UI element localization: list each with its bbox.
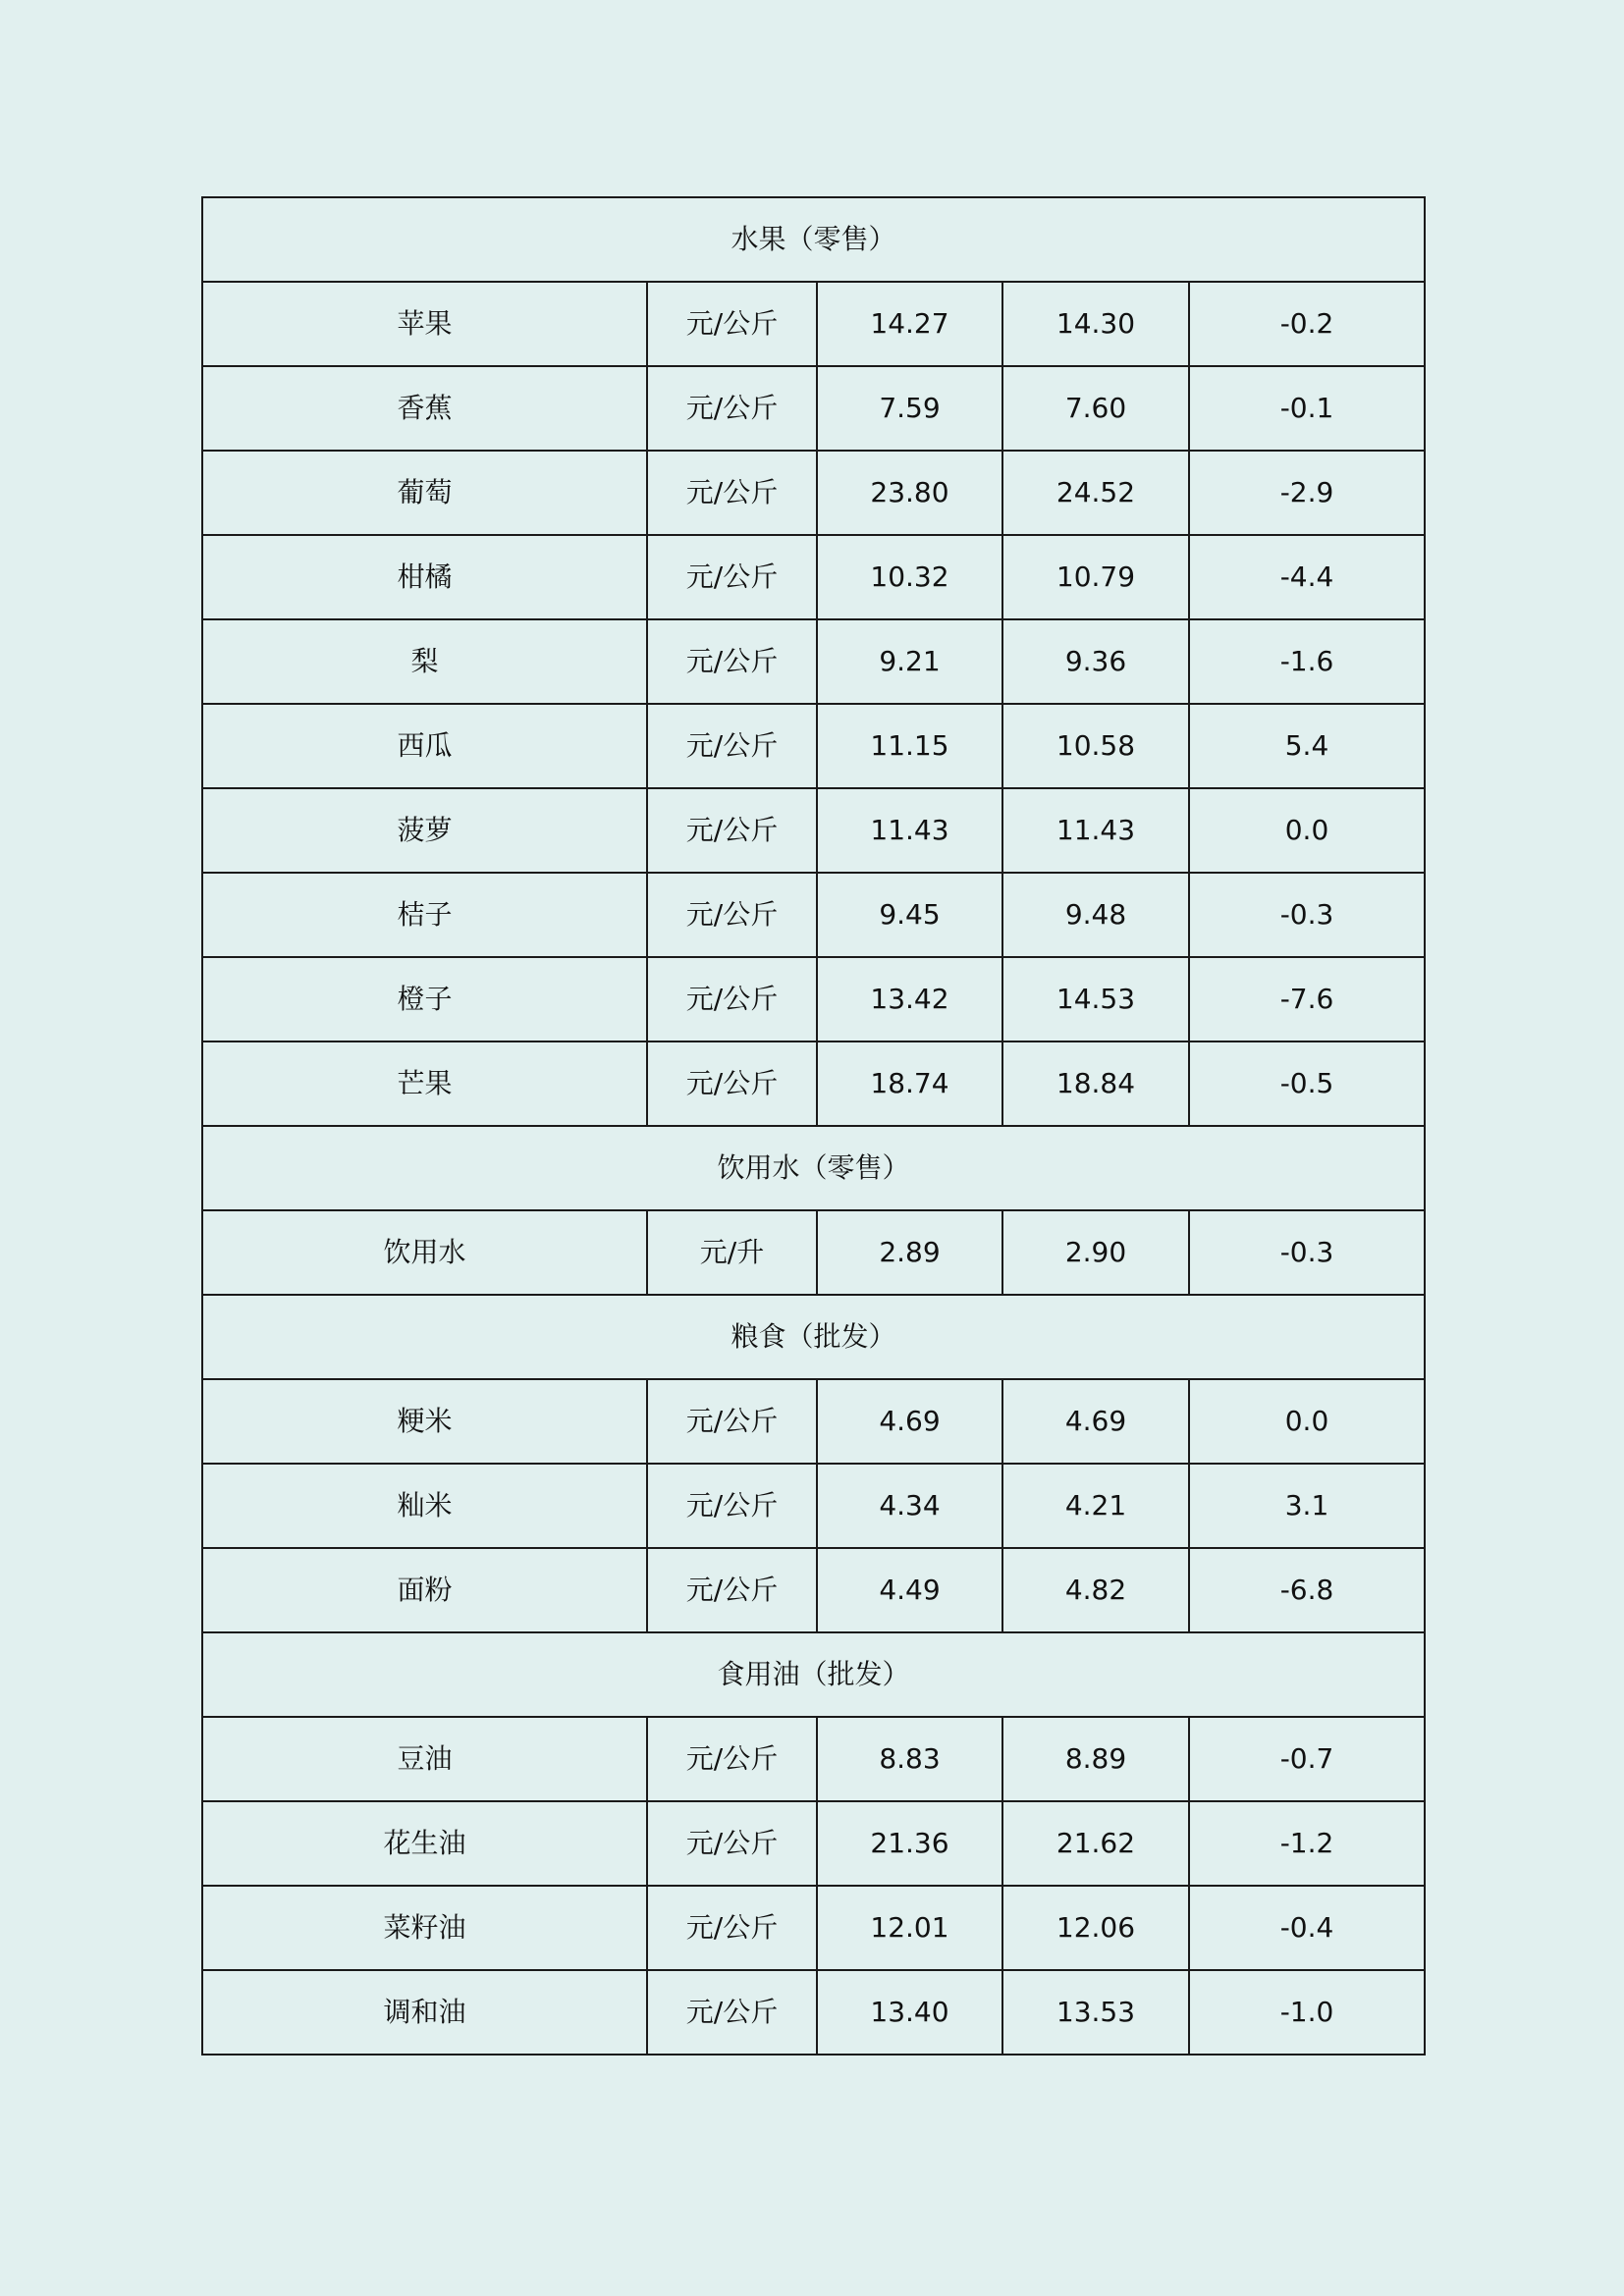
unit-cell: 元/公斤 — [647, 1464, 817, 1548]
unit-cell: 元/公斤 — [647, 873, 817, 957]
current-price-cell: 21.36 — [817, 1801, 1002, 1886]
unit-cell: 元/公斤 — [647, 535, 817, 619]
table-row — [202, 535, 1425, 619]
section-header-row — [202, 1295, 1425, 1379]
unit-cell: 元/公斤 — [647, 282, 817, 366]
change-percent-cell: -0.3 — [1189, 1210, 1425, 1295]
table-row — [202, 704, 1425, 788]
table-row — [202, 619, 1425, 704]
item-name-cell: 桔子 — [202, 873, 647, 957]
table-row — [202, 1379, 1425, 1464]
change-percent-cell: 5.4 — [1189, 704, 1425, 788]
previous-price-cell: 13.53 — [1002, 1970, 1189, 2055]
table-row — [202, 451, 1425, 535]
unit-cell: 元/公斤 — [647, 704, 817, 788]
item-name-cell: 葡萄 — [202, 451, 647, 535]
current-price-cell: 12.01 — [817, 1886, 1002, 1970]
current-price-cell: 13.40 — [817, 1970, 1002, 2055]
unit-cell: 元/公斤 — [647, 1041, 817, 1126]
previous-price-cell: 4.21 — [1002, 1464, 1189, 1548]
change-percent-cell: -7.6 — [1189, 957, 1425, 1041]
previous-price-cell: 24.52 — [1002, 451, 1189, 535]
change-percent-cell: -0.7 — [1189, 1717, 1425, 1801]
item-name-cell: 菠萝 — [202, 788, 647, 873]
item-name-cell: 饮用水 — [202, 1210, 647, 1295]
change-percent-cell: -0.3 — [1189, 873, 1425, 957]
unit-cell: 元/升 — [647, 1210, 817, 1295]
current-price-cell: 2.89 — [817, 1210, 1002, 1295]
previous-price-cell: 10.79 — [1002, 535, 1189, 619]
item-name-cell: 西瓜 — [202, 704, 647, 788]
item-name-cell: 豆油 — [202, 1717, 647, 1801]
previous-price-cell: 12.06 — [1002, 1886, 1189, 1970]
previous-price-cell: 9.48 — [1002, 873, 1189, 957]
current-price-cell: 4.69 — [817, 1379, 1002, 1464]
change-percent-cell: -1.0 — [1189, 1970, 1425, 2055]
current-price-cell: 7.59 — [817, 366, 1002, 451]
current-price-cell: 14.27 — [817, 282, 1002, 366]
item-name-cell: 芒果 — [202, 1041, 647, 1126]
change-percent-cell: -0.4 — [1189, 1886, 1425, 1970]
previous-price-cell: 4.82 — [1002, 1548, 1189, 1632]
item-name-cell: 菜籽油 — [202, 1886, 647, 1970]
table-row — [202, 1886, 1425, 1970]
table-row — [202, 873, 1425, 957]
previous-price-cell: 18.84 — [1002, 1041, 1189, 1126]
current-price-cell: 11.43 — [817, 788, 1002, 873]
unit-cell: 元/公斤 — [647, 1970, 817, 2055]
unit-cell: 元/公斤 — [647, 1886, 817, 1970]
current-price-cell: 8.83 — [817, 1717, 1002, 1801]
change-percent-cell: -0.2 — [1189, 282, 1425, 366]
previous-price-cell: 11.43 — [1002, 788, 1189, 873]
item-name-cell: 柑橘 — [202, 535, 647, 619]
item-name-cell: 苹果 — [202, 282, 647, 366]
table-row — [202, 957, 1425, 1041]
previous-price-cell: 21.62 — [1002, 1801, 1189, 1886]
previous-price-cell: 2.90 — [1002, 1210, 1189, 1295]
current-price-cell: 13.42 — [817, 957, 1002, 1041]
section-title: 粮食（批发） — [202, 1295, 1425, 1379]
current-price-cell: 11.15 — [817, 704, 1002, 788]
item-name-cell: 面粉 — [202, 1548, 647, 1632]
current-price-cell: 9.45 — [817, 873, 1002, 957]
unit-cell: 元/公斤 — [647, 1801, 817, 1886]
change-percent-cell: -0.1 — [1189, 366, 1425, 451]
unit-cell: 元/公斤 — [647, 1717, 817, 1801]
unit-cell: 元/公斤 — [647, 788, 817, 873]
price-table-body — [202, 197, 1425, 2055]
previous-price-cell: 14.30 — [1002, 282, 1189, 366]
section-header-row — [202, 197, 1425, 282]
table-row — [202, 1548, 1425, 1632]
previous-price-cell: 4.69 — [1002, 1379, 1189, 1464]
current-price-cell: 9.21 — [817, 619, 1002, 704]
change-percent-cell: -1.2 — [1189, 1801, 1425, 1886]
item-name-cell: 花生油 — [202, 1801, 647, 1886]
section-title: 饮用水（零售） — [202, 1126, 1425, 1210]
table-row — [202, 1970, 1425, 2055]
change-percent-cell: -2.9 — [1189, 451, 1425, 535]
item-name-cell: 粳米 — [202, 1379, 647, 1464]
unit-cell: 元/公斤 — [647, 366, 817, 451]
previous-price-cell: 9.36 — [1002, 619, 1189, 704]
item-name-cell: 调和油 — [202, 1970, 647, 2055]
change-percent-cell: 0.0 — [1189, 788, 1425, 873]
table-row — [202, 1464, 1425, 1548]
change-percent-cell: 3.1 — [1189, 1464, 1425, 1548]
section-header-row — [202, 1126, 1425, 1210]
change-percent-cell: -1.6 — [1189, 619, 1425, 704]
current-price-cell: 18.74 — [817, 1041, 1002, 1126]
item-name-cell: 香蕉 — [202, 366, 647, 451]
table-row — [202, 1210, 1425, 1295]
current-price-cell: 4.49 — [817, 1548, 1002, 1632]
item-name-cell: 梨 — [202, 619, 647, 704]
table-row — [202, 1041, 1425, 1126]
current-price-cell: 10.32 — [817, 535, 1002, 619]
change-percent-cell: 0.0 — [1189, 1379, 1425, 1464]
section-title: 食用油（批发） — [202, 1632, 1425, 1717]
unit-cell: 元/公斤 — [647, 1379, 817, 1464]
current-price-cell: 4.34 — [817, 1464, 1002, 1548]
price-table — [201, 196, 1426, 2056]
previous-price-cell: 10.58 — [1002, 704, 1189, 788]
previous-price-cell: 7.60 — [1002, 366, 1189, 451]
previous-price-cell: 14.53 — [1002, 957, 1189, 1041]
unit-cell: 元/公斤 — [647, 957, 817, 1041]
unit-cell: 元/公斤 — [647, 619, 817, 704]
change-percent-cell: -6.8 — [1189, 1548, 1425, 1632]
unit-cell: 元/公斤 — [647, 1548, 817, 1632]
previous-price-cell: 8.89 — [1002, 1717, 1189, 1801]
item-name-cell: 籼米 — [202, 1464, 647, 1548]
table-row — [202, 1801, 1425, 1886]
section-title: 水果（零售） — [202, 197, 1425, 282]
table-row — [202, 788, 1425, 873]
section-header-row — [202, 1632, 1425, 1717]
current-price-cell: 23.80 — [817, 451, 1002, 535]
item-name-cell: 橙子 — [202, 957, 647, 1041]
unit-cell: 元/公斤 — [647, 451, 817, 535]
change-percent-cell: -0.5 — [1189, 1041, 1425, 1126]
table-row — [202, 366, 1425, 451]
table-row — [202, 282, 1425, 366]
table-row — [202, 1717, 1425, 1801]
change-percent-cell: -4.4 — [1189, 535, 1425, 619]
